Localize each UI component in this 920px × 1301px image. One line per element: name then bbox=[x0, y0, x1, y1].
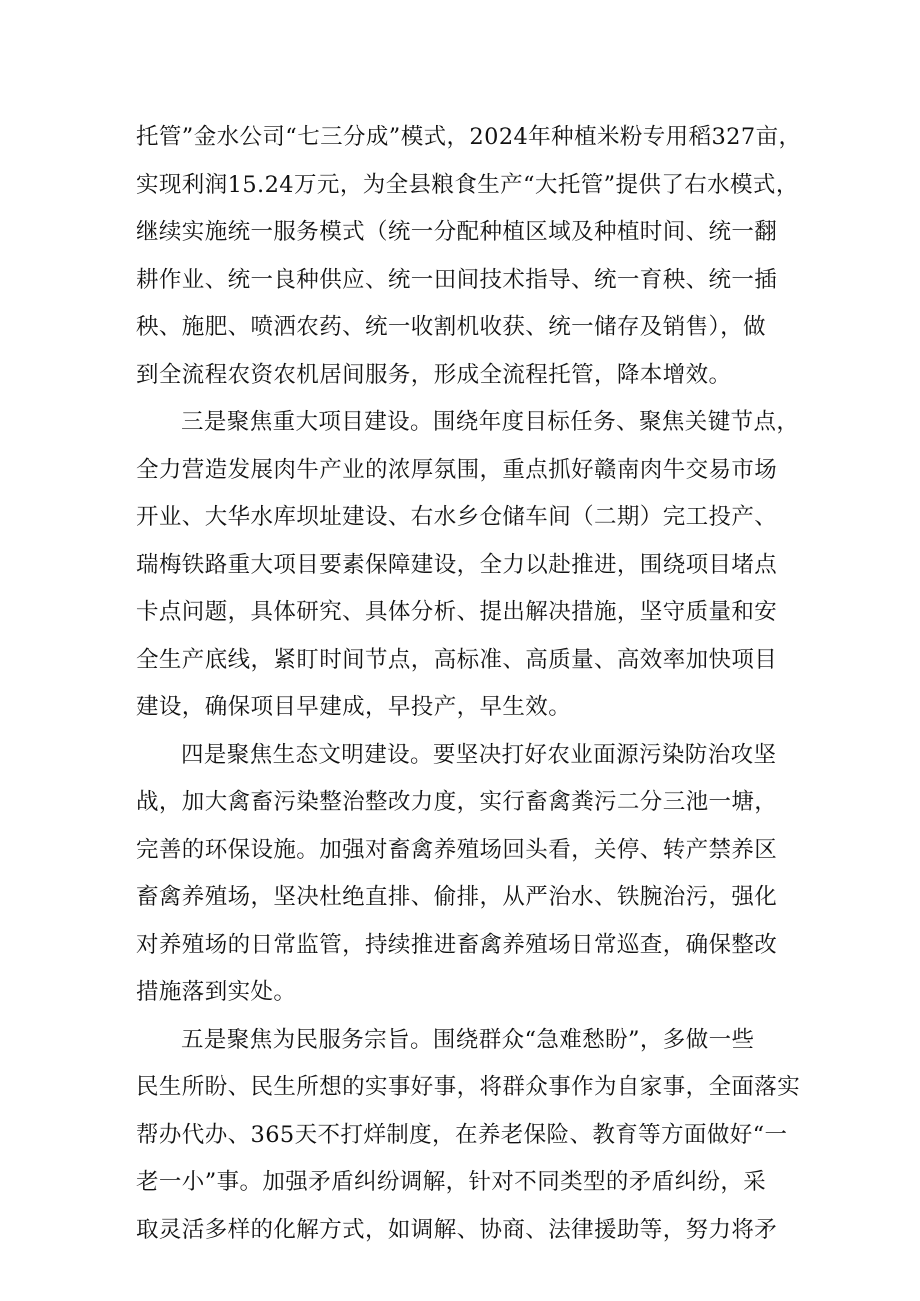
text-line: 全力营造发展肉牛产业的浓厚氛围，重点抓好赣南肉牛交易市场 bbox=[136, 456, 778, 483]
text-line: 完善的环保设施。加强对畜禽养殖场回头看，关停、转产禁养区 bbox=[136, 836, 778, 863]
text-line: 取灵活多样的化解方式，如调解、协商、法律援助等，努力将矛 bbox=[136, 1216, 778, 1243]
text-line: 实现利润15.24万元，为全县粮食生产“大托管”提供了右水模式， bbox=[136, 171, 799, 198]
paragraph-start-line: 四是聚焦生态文明建设。要坚决打好农业面源污染防治攻坚 bbox=[181, 741, 777, 768]
text-line: 托管”金水公司“七三分成”模式，2024年种植米粉专用稻327亩， bbox=[136, 124, 802, 150]
text-line: 瑞梅铁路重大项目要素保障建设，全力以赴推进，围绕项目堵点 bbox=[136, 551, 778, 578]
text-line: 建设，确保项目早建成，早投产，早生效。 bbox=[136, 694, 572, 720]
text-line: 措施落到实处。 bbox=[136, 979, 297, 1005]
text-line: 对养殖场的日常监管，持续推进畜禽养殖场日常巡查，确保整改 bbox=[136, 931, 778, 958]
text-line: 继续实施统一服务模式（统一分配种植区域及种植时间、统一翻 bbox=[136, 219, 778, 245]
text-line: 全生产底线，紧盯时间节点，高标准、高质量、高效率加快项目 bbox=[136, 646, 778, 673]
text-line: 秧、施肥、喷洒农药、统一收割机收获、统一储存及销售），做 bbox=[136, 314, 766, 340]
text-line: 到全流程农资农机居间服务，形成全流程托管，降本增效。 bbox=[136, 361, 732, 388]
text-line: 耕作业、统一良种供应、统一田间技术指导、统一育秧、统一插 bbox=[136, 266, 778, 293]
document-body bbox=[136, 114, 802, 1254]
text-line: 战，加大禽畜污染整治整改力度，实行畜禽粪污二分三池一塘， bbox=[136, 789, 778, 815]
text-line: 开业、大华水库坝址建设、右水乡仓储车间（二期）完工投产、 bbox=[136, 504, 778, 530]
text-line: 卡点问题，具体研究、具体分析、提出解决措施，坚守质量和安 bbox=[136, 599, 778, 625]
text-line: 畜禽养殖场，坚决杜绝直排、偷排，从严治水、铁腕治污，强化 bbox=[136, 884, 778, 910]
paragraph-start-line: 五是聚焦为民服务宗旨。围绕群众“急难愁盼”，多做一些 bbox=[181, 1026, 755, 1053]
text-line: 民生所盼、民生所想的实事好事，将群众事作为自家事，全面落实 bbox=[136, 1074, 801, 1100]
text-line: 帮办代办、365天不打烊制度，在养老保险、教育等方面做好“一 bbox=[136, 1121, 788, 1148]
text-line: 老一小”事。加强矛盾纠纷调解，针对不同类型的矛盾纠纷，采 bbox=[136, 1169, 767, 1195]
paragraph-start-line: 三是聚焦重大项目建设。围绕年度目标任务、聚焦关键节点， bbox=[181, 409, 800, 435]
